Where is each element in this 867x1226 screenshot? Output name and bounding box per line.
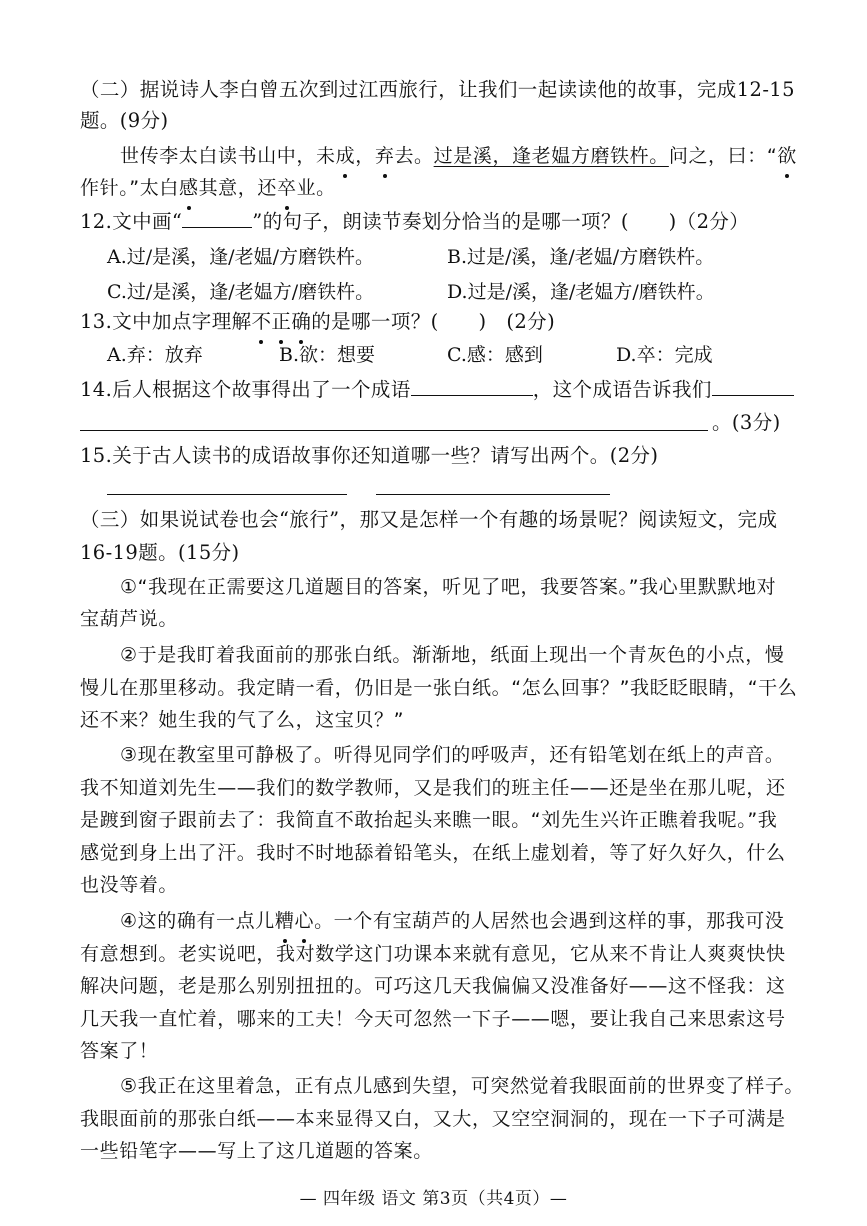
q13-option-d[interactable]: D.卒：完成 bbox=[616, 344, 713, 366]
question-13-stem bbox=[80, 307, 555, 337]
passage-text: 去。 bbox=[394, 145, 434, 167]
q12-option-b[interactable]: B.过是/溪，逢/老媪/方磨铁杵。 bbox=[447, 246, 715, 268]
question-text: 的是哪一项？( ) (2分) bbox=[311, 310, 556, 333]
passage-text: ④这的确有一点儿 bbox=[120, 910, 275, 932]
p1-line1: ①“我现在正需要这几道题目的答案，听见了吧，我要答案。”我心里默默地对 bbox=[120, 576, 777, 598]
p2-line3: 还不来？她生我的气了么，这宝贝？” bbox=[80, 709, 405, 731]
question-text: ，这个成语告诉我们 bbox=[532, 378, 712, 401]
dotted-char: 心 bbox=[294, 906, 314, 936]
dotted-char: 感 bbox=[179, 173, 199, 203]
p2-line1: ②于是我盯着我面前的那张白纸。渐渐地，纸面上现出一个青灰色的小点，慢 bbox=[120, 644, 785, 666]
q15-answer-line-2[interactable] bbox=[376, 494, 610, 495]
question-text: ”的句子，朗读节奏划分恰当的是哪一项？( )（2分） bbox=[252, 210, 750, 233]
passage-text: 问之，曰：“ bbox=[668, 145, 778, 167]
p4-line3: 解决问题，老是那么别别扭扭的。可巧这几天我偏偏又没准备好——这不怪我：这 bbox=[80, 975, 786, 997]
section3-header-line1: （三）如果说试卷也会“旅行”，那又是怎样一个有趣的场景呢？阅读短文，完成 bbox=[80, 508, 778, 531]
fill-blank[interactable] bbox=[182, 207, 252, 228]
section3-header-line2: 16-19题。(15分) bbox=[80, 541, 240, 564]
p3-line3: 是踱到窗子跟前去了：我简直不敢抬起头来瞧一眼。“刘先生兴许正瞧着我呢。”我 bbox=[80, 809, 778, 831]
question-14-end: 。(3分) bbox=[712, 411, 781, 434]
p5-line3: 一些铅笔字——写上了这几道题的答案。 bbox=[80, 1140, 433, 1162]
p4-line1 bbox=[120, 906, 784, 936]
question-text: 13.文中加点字理解 bbox=[80, 310, 252, 333]
question-text: 12.文中画“ bbox=[80, 210, 183, 233]
q12-option-d[interactable]: D.过是/溪，逢/老媪方/磨铁杵。 bbox=[447, 281, 715, 303]
p5-line1: ⑤我正在这里着急，正有点儿感到失望，可突然觉着我眼面前的世界变了样子。 bbox=[120, 1075, 805, 1097]
passage-text: 世传李太白读书山中，未 bbox=[120, 145, 336, 167]
question-14-stem bbox=[80, 375, 794, 405]
section2-header-line1: （二）据说诗人李白曾五次到过江西旅行，让我们一起读读他的故事，完成12-15 bbox=[80, 78, 795, 101]
p4-line2: 有意想到。老实说吧，我对数学这门功课本来就有意见，它从来不肯让人爽爽快快 bbox=[80, 943, 786, 965]
passage-text: ， bbox=[355, 145, 375, 167]
p3-line5: 也没等着。 bbox=[80, 874, 179, 896]
meaning-answer-blank[interactable] bbox=[712, 375, 794, 396]
underlined-sentence: 过是溪，逢老媪方磨铁杵。 bbox=[433, 145, 669, 167]
classical-passage-line1 bbox=[120, 141, 797, 171]
dotted-char: 卒 bbox=[277, 173, 297, 203]
q15-answer-line-1[interactable] bbox=[107, 494, 347, 495]
p3-line2: 我不知道刘先生——我们的数学教师，又是我们的班主任——还是坐在那儿呢，还 bbox=[80, 777, 786, 799]
dotted-char: 欲 bbox=[777, 141, 797, 171]
p1-line2: 宝葫芦说。 bbox=[80, 608, 179, 630]
question-15-stem: 15.关于古人读书的成语故事你还知道哪一些？请写出两个。(2分) bbox=[80, 444, 659, 467]
p3-line4: 感觉到身上出了汗。我时不时地舔着铅笔头，在纸上虚划着，等了好久好久，什么 bbox=[80, 842, 786, 864]
q12-option-c[interactable]: C.过/是溪，逢/老媪方/磨铁杵。 bbox=[107, 281, 375, 303]
question-text: 14.后人根据这个故事得出了一个成语 bbox=[80, 378, 411, 401]
q13-option-c[interactable]: C.感：感到 bbox=[447, 344, 543, 366]
q13-option-b[interactable]: B.欲：想要 bbox=[279, 344, 376, 366]
section2-header-line2: 题。(9分) bbox=[80, 109, 169, 132]
passage-text: 作针。”太白 bbox=[80, 177, 179, 199]
p5-line2: 我眼面前的那张白纸——本来显得又白，又大，又空空洞洞的，现在一下子可满是 bbox=[80, 1108, 786, 1130]
dotted-char: 确 bbox=[291, 307, 311, 337]
p2-line2: 慢儿在那里移动。我定睛一看，仍旧是一张白纸。“怎么回事？”我眨眨眼睛，“干么 bbox=[80, 677, 798, 699]
passage-text: 其意，还 bbox=[198, 177, 277, 199]
dotted-char: 不 bbox=[252, 307, 272, 337]
page-footer: — 四年级 语文 第3页（共4页）— bbox=[299, 1189, 568, 1209]
classical-passage-line2 bbox=[80, 173, 336, 203]
passage-text: 业。 bbox=[296, 177, 336, 199]
p4-line4: 几天我一直忙着，哪来的工夫！今天可忽然一下子——嗯，要让我自己来思索这号 bbox=[80, 1008, 786, 1030]
idiom-answer-blank[interactable] bbox=[411, 375, 533, 396]
p3-line1: ③现在教室里可静极了。听得见同学们的呼吸声，还有铅笔划在纸上的声音。 bbox=[120, 744, 785, 766]
p4-line5: 答案了！ bbox=[80, 1040, 159, 1062]
q12-option-a[interactable]: A.过/是溪，逢/老媪/方磨铁杵。 bbox=[107, 246, 374, 268]
dotted-char: 成 bbox=[336, 141, 356, 171]
dotted-char: 弃 bbox=[375, 141, 395, 171]
q13-option-a[interactable]: A.弃：放弃 bbox=[107, 344, 203, 366]
q14-answer-line[interactable] bbox=[80, 430, 708, 431]
question-12-stem bbox=[80, 207, 749, 237]
dotted-char: 正 bbox=[271, 307, 291, 337]
passage-text: 。一个有宝葫芦的人居然也会遇到这样的事，那我可没 bbox=[314, 910, 785, 932]
dotted-char: 糟 bbox=[275, 906, 295, 936]
